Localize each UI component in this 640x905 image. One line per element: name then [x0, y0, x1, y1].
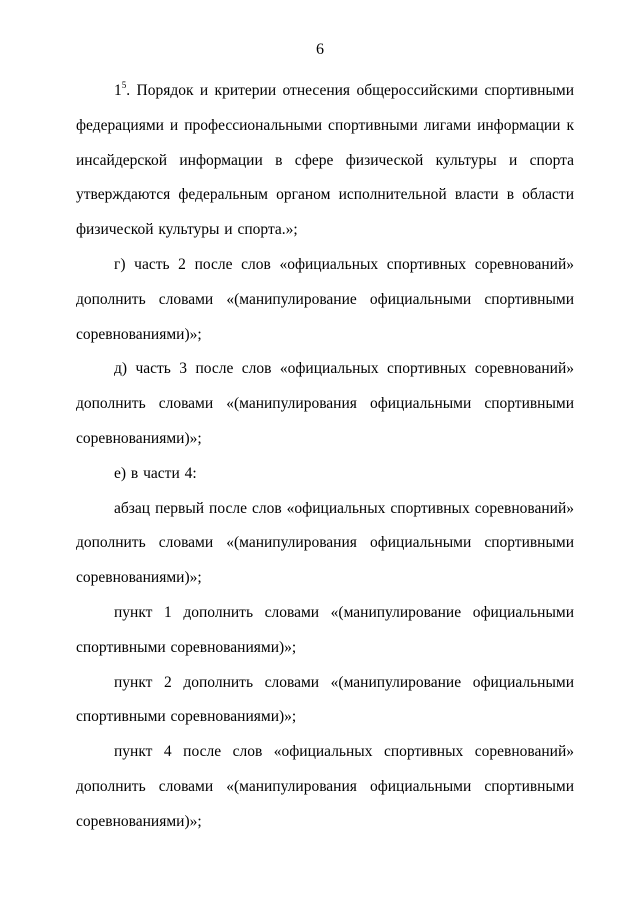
paragraph-text: . Порядок и критерии отнесения общероссийскими спортивными федерациями и профессиональными спортивными лигами информации к инсайдерской информации в сфере физической культуры и спорта утверждаются федеральным органом исполнительной власти в области физической культуры и спорта.»; [76, 82, 574, 239]
paragraph-punkt-4: пункт 4 после слов «официальных спортивных соревнований» дополнить словами «(манипулирования официальными спортивными соревнованиями)»; [76, 743, 574, 830]
paragraph-punkt-1: пункт 1 дополнить словами «(манипулирование официальными спортивными соревнованиями)»; [76, 603, 574, 656]
paragraph-abzac-1: абзац первый после слов «официальных спортивных соревнований» дополнить словами «(манипулирования официальными спортивными соревнованиями)»; [76, 499, 574, 587]
page-number: 6 [316, 41, 324, 58]
document-body [76, 74, 574, 840]
clause-superscript: 5 [121, 80, 127, 90]
paragraph-g: г) часть 2 после слов «официальных спортивных соревнований» дополнить словами «(манипулирование официальными спортивными соревнованиями)»; [76, 255, 574, 343]
paragraph-d: д) часть 3 после слов «официальных спортивных соревнований» дополнить словами «(манипулирования официальными спортивными соревнованиями)»; [76, 360, 574, 447]
clause-number: 1 [114, 82, 122, 99]
paragraph-punkt-2: пункт 2 дополнить словами «(манипулирование официальными спортивными соревнованиями)»; [76, 673, 574, 726]
paragraph-1-5 [76, 74, 574, 248]
paragraph-e: е) в части 4: [114, 464, 197, 482]
